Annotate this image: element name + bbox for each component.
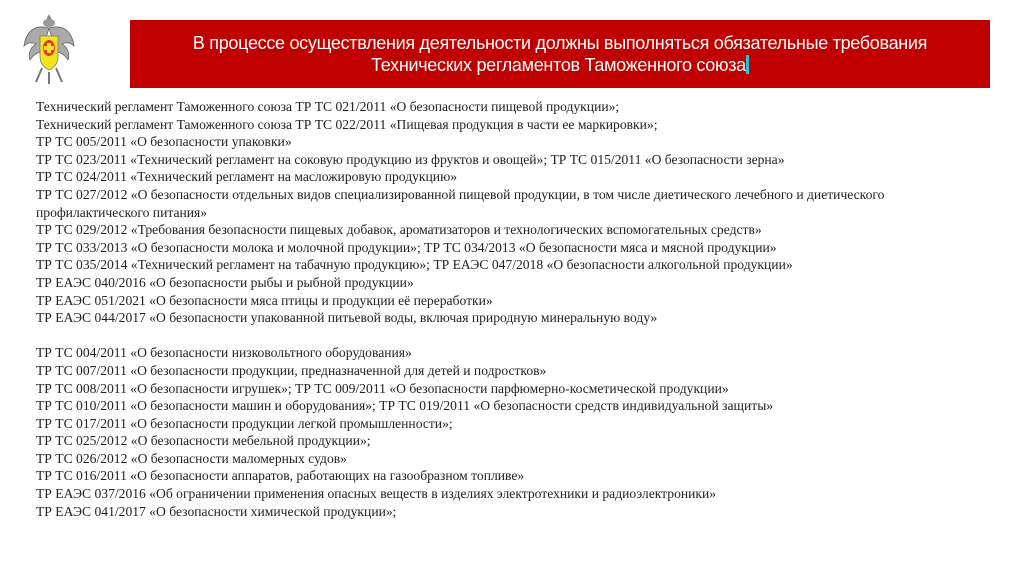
regulation-item: ТР ТС 035/2014 «Технический регламент на табачную продукцию»; ТР ЕАЭС 047/2018 «О безопасности алкогольной продукции» xyxy=(36,257,793,273)
regulation-item: профилактического питания» xyxy=(36,204,208,220)
regulation-item: ТР ТС 033/2013 «О безопасности молока и молочной продукции»; ТР ТС 034/2013 «О безопасности мяса и мясной продукции» xyxy=(36,239,777,255)
emblem-logo xyxy=(22,10,76,88)
regulation-item: ТР ТС 027/2012 «О безопасности отдельных видов специализированной пищевой продукции, в том числе диетического лечебного и диетического xyxy=(36,186,885,202)
regulation-item: ТР ЕАЭС 044/2017 «О безопасности упакованной питьевой воды, включая природную минеральную воду» xyxy=(36,310,658,326)
regulation-item: ТР ТС 016/2011 «О безопасности аппаратов, работающих на газообразном топливе» xyxy=(36,468,525,484)
food-regulations-group xyxy=(36,98,996,327)
title-line-1: В процессе осуществления деятельности должны выполняться обязательные требования xyxy=(192,33,928,53)
regulation-item: Технический регламент Таможенного союза ТР ТС 022/2011 «Пищевая продукция в части ее маркировки»; xyxy=(36,116,658,132)
regulation-item: ТР ТС 024/2011 «Технический регламент на масложировую продукцию» xyxy=(36,169,458,185)
regulation-item: ТР ТС 029/2012 «Требования безопасности пищевых добавок, ароматизаторов и технологических вспомогательных средств» xyxy=(36,222,762,238)
regulation-item: ТР ТС 007/2011 «О безопасности продукции, предназначенной для детей и подростков» xyxy=(36,362,547,378)
regulation-item: ТР ЕАЭС 040/2016 «О безопасности рыбы и рыбной продукции» xyxy=(36,274,414,290)
title-banner xyxy=(130,20,990,88)
regulation-item: Технический регламент Таможенного союза ТР ТС 021/2011 «О безопасности пищевой продукции»; xyxy=(36,99,620,114)
regulation-item: ТР ТС 026/2012 «О безопасности маломерных судов» xyxy=(36,450,347,466)
regulation-item: ТР ТС 025/2012 «О безопасности мебельной продукции»; xyxy=(36,433,371,449)
nonfood-regulations-group xyxy=(36,344,996,520)
regulation-item: ТР ЕАЭС 041/2017 «О безопасности химической продукции»; xyxy=(36,503,397,519)
regulation-item: ТР ЕАЭС 051/2021 «О безопасности мяса птицы и продукции её переработки» xyxy=(36,292,493,308)
regulation-item: ТР ЕАЭС 037/2016 «Об ограничении применения опасных веществ в изделиях электротехники и радиоэлектроники» xyxy=(36,486,717,502)
title-line-2: Технических регламентов Таможенного союза xyxy=(371,55,746,75)
regulation-item: ТР ТС 010/2011 «О безопасности машин и оборудования»; ТР ТС 019/2011 «О безопасности средств индивидуальной защиты» xyxy=(36,398,774,414)
text-cursor xyxy=(746,55,749,74)
regulation-item: ТР ТС 017/2011 «О безопасности продукции легкой промышленности»; xyxy=(36,415,453,431)
regulations-list xyxy=(36,98,996,520)
regulation-item: ТР ТС 023/2011 «Технический регламент на соковую продукцию из фруктов и овощей»; ТР ТС 015/2011 «О безопасности зерна» xyxy=(36,151,785,167)
regulation-item: ТР ТС 004/2011 «О безопасности низковольтного оборудования» xyxy=(36,345,412,361)
regulation-item: ТР ТС 008/2011 «О безопасности игрушек»; ТР ТС 009/2011 «О безопасности парфюмерно-косметической продукции» xyxy=(36,380,729,396)
regulation-item: ТР ТС 005/2011 «О безопасности упаковки» xyxy=(36,134,292,150)
